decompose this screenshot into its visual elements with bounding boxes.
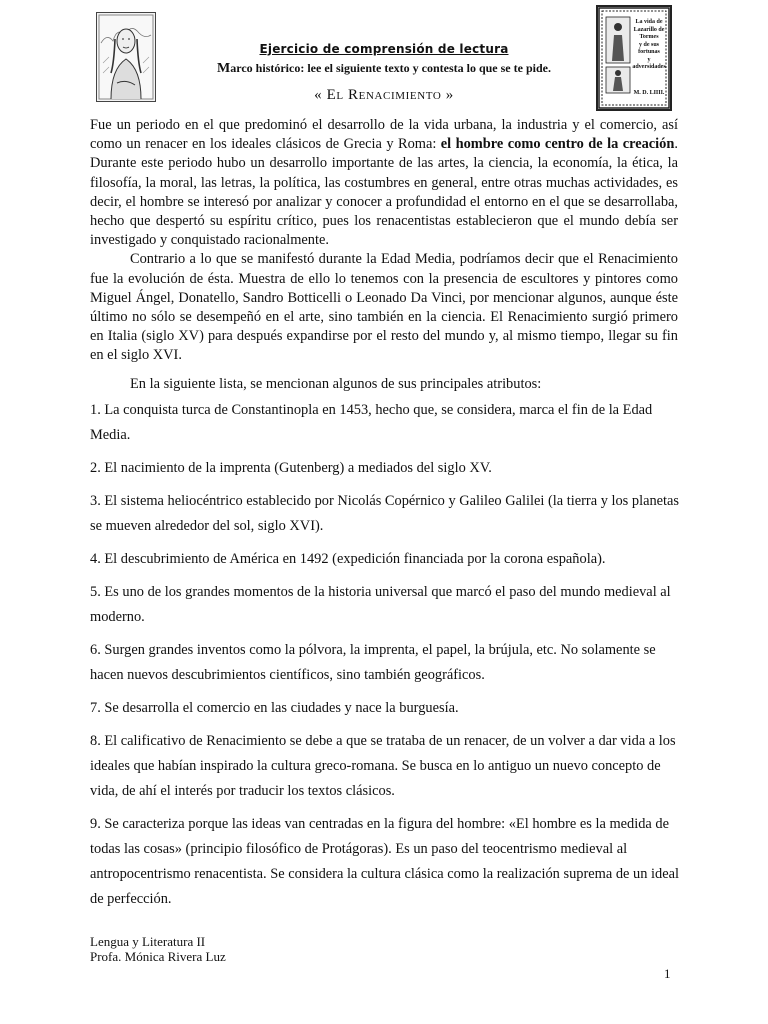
page-title: « El Renacimiento » (314, 87, 454, 103)
paragraph-1 (90, 116, 678, 250)
list-item: 6. Surgen grandes inventos como la pólvora, la imprenta, el papel, la brújula, etc. No solamente se hacen nuevos descubrimientos científicos, sino también geográficos. (90, 642, 656, 683)
exercise-title-text: Ejercicio de comprensión de lectura (259, 42, 509, 56)
header-subtitle (0, 61, 768, 77)
teacher-name: Profa. Mónica Rivera Luz (90, 949, 226, 964)
course-name: Lengua y Literatura II (90, 934, 206, 949)
footer (90, 934, 226, 964)
list-item: 4. El descubrimiento de América en 1492 (expedición financiada por la corona española). (90, 551, 606, 567)
list-item: 2. El nacimiento de la imprenta (Gutenberg) a mediados del siglo XV. (90, 460, 492, 476)
list-item: 5. Es uno de los grandes momentos de la historia universal que marcó el paso del mundo medieval al moderno. (90, 584, 671, 625)
paragraph-1-part-1: Fue un periodo en el que predominó el desarrollo de la vida urbana, la industria y el comercio, así como un renacer en los ideales clásicos de Grecia y Roma: (90, 117, 678, 153)
paragraph-1-bold: el hombre como centro de la creación (440, 136, 675, 153)
list-item: 7. Se desarrolla el comercio en las ciudades y nace la burguesía. (90, 700, 459, 716)
list-item: 8. El calificativo de Renacimiento se debe a que se trataba de un renacer, de un volver a dar vida a los ideales que habían inspirado la cultura greco-romana. Se busca en lo antiguo un nuevo concepto de vida, de ahí el interés por traducir los textos clásicos. (90, 733, 676, 799)
cover-text-line: y adversidades (632, 56, 666, 70)
list-intro: En la siguiente lista, se mencionan algunos de sus principales atributos: (130, 376, 542, 392)
attributes-list (90, 398, 680, 920)
page-number: 1 (664, 966, 671, 981)
cover-text-line: M. D. LIIII. (633, 89, 665, 96)
cover-text-line: Lazarillo de Tormes (633, 26, 665, 40)
subtitle-text: arco histórico: lee el siguiente texto y contesta lo que se te pide. (230, 61, 551, 75)
exercise-title (0, 42, 768, 56)
subtitle-first-letter: M (217, 61, 231, 76)
list-item: 1. La conquista turca de Constantinopla en 1453, hecho que, se considera, marca el fin de la Edad Media. (90, 402, 653, 443)
list-item: 3. El sistema heliocéntrico establecido por Nicolás Copérnico y Galileo Galilei (la tierra y los planetas se mueven alrededor del sol, siglo XVI). (90, 493, 680, 534)
list-item: 9. Se caracteriza porque las ideas van centradas en la figura del hombre: «El hombre es la medida de todas las cosas» (principio filosófico de Protágoras). Es un paso del teocentrismo medieval al antropocentrismo renacentista. Se considera la cultura clásica como la realización suprema de un ideal de perfección. (90, 816, 679, 907)
cover-text-line: La vida de (635, 19, 663, 25)
paragraph-1-part-2: . Durante este periodo hubo un desarrollo importante de las artes, la ciencia, la economía, la ética, la filosofía, la moral, las letras, la política, las costumbres en general, entre otras muchas actividades, es decir, el hombre se interesó por analizar y conocer a profundidad el entorno en el que se desarrollaba, hecho que despertó su espíritu crítico, pues los renacentistas establecieron que el mundo debía ser investigado y conquistado racionalmente. (90, 136, 678, 249)
cover-text-line: y de sus fortunas (638, 41, 660, 55)
paragraph-2: Contrario a lo que se manifestó durante la Edad Media, podríamos decir que el Renacimiento fue la evolución de ésta. Muestra de ello lo tenemos con la presencia de escultores y pintores como Miguel Ángel, Donatello, Sandro Botticelli o Leonado Da Vinci, por mencionar algunos, aunque éste último no sólo se desempeñó en el arte, sino también en la ciencia. El Renacimiento surgió primero en Italia (siglo XV) para después expandirse por el resto del mundo y, al mismo tiempo, llegar su fin en el siglo XVI. (90, 251, 678, 364)
body-text (90, 116, 678, 366)
